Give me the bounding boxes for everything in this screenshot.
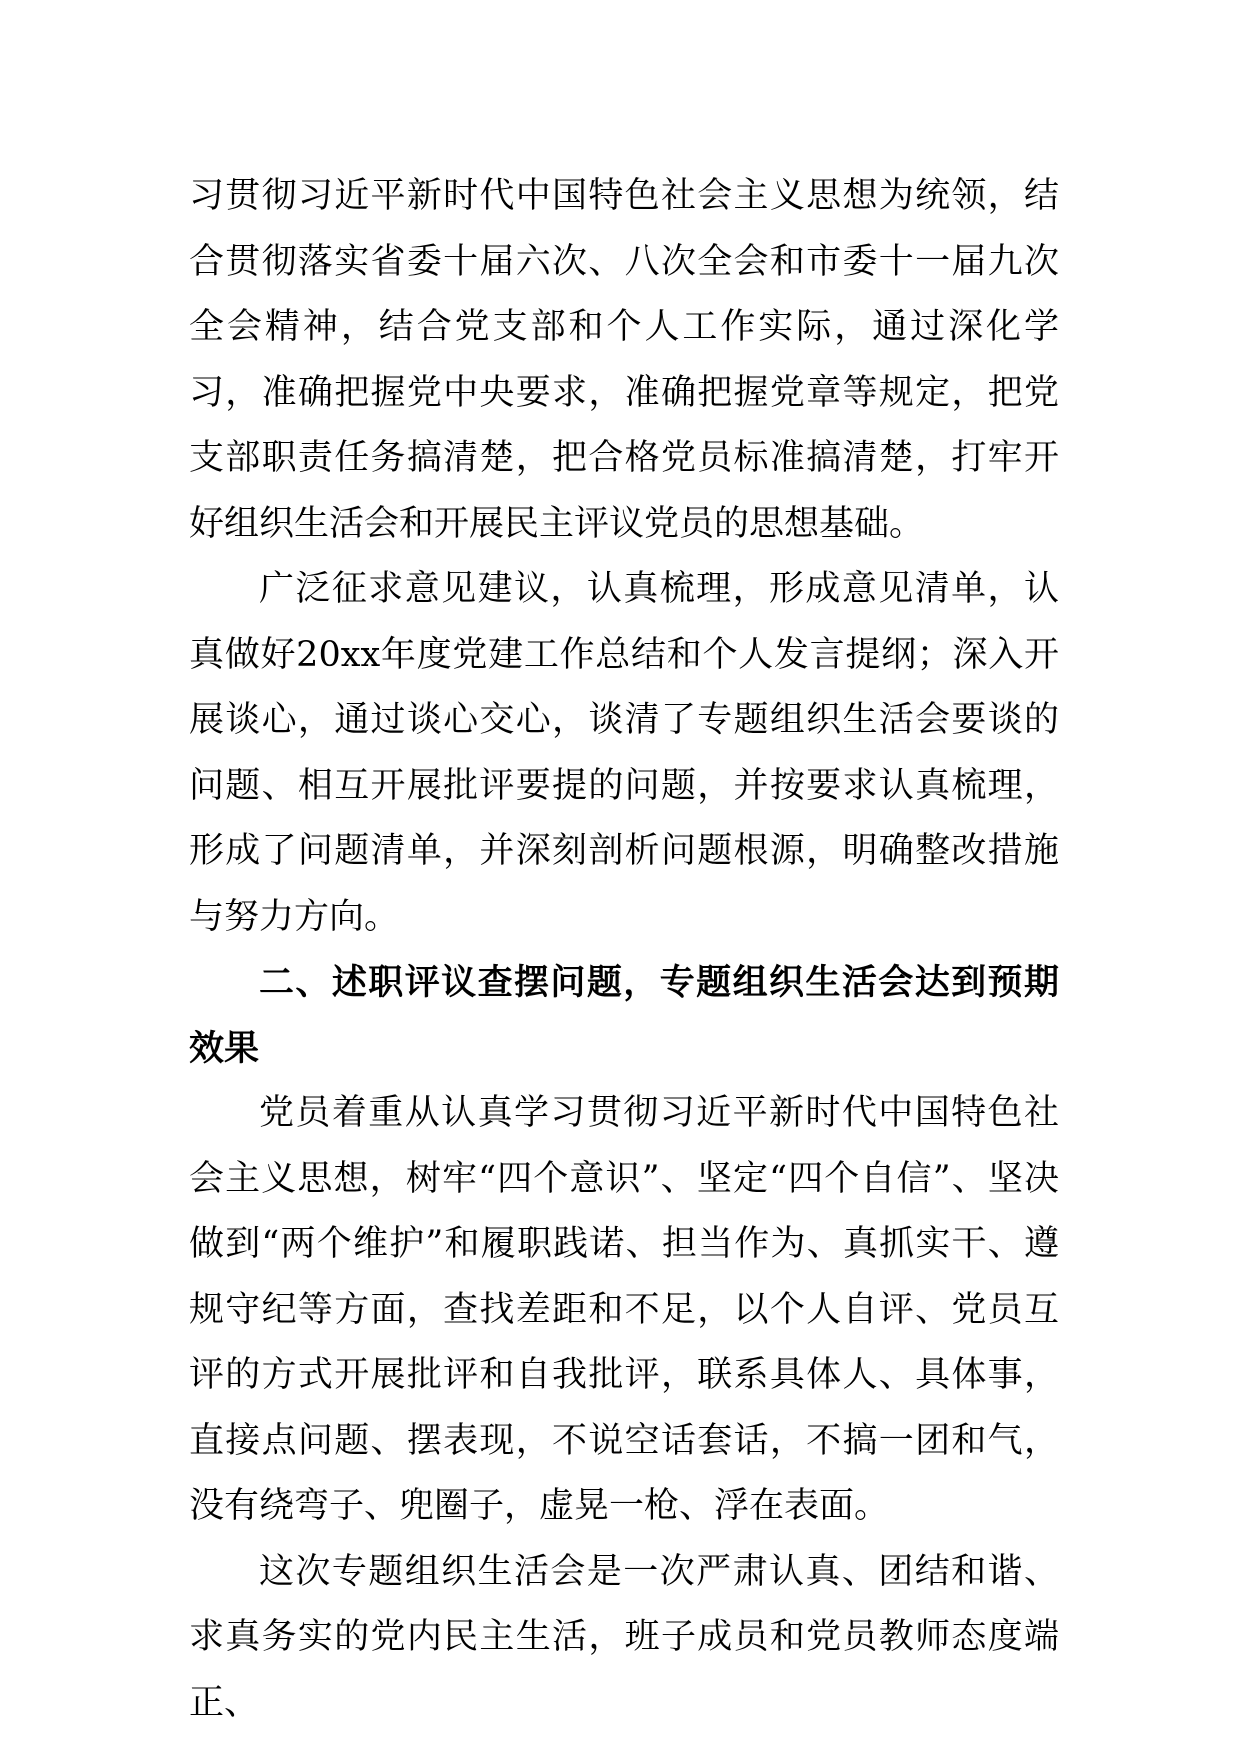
paragraph-meeting-summary: 这次专题组织生活会是一次严肃认真、团结和谐、求真务实的党内民主生活，班子成员和党员教师态度端正、 <box>189 1551 1059 1723</box>
paragraph-self-review: 党员着重从认真学习贯彻习近平新时代中国特色社会主义思想，树牢“四个意识”、坚定“四个自信”、坚决做到“两个维护”和履职践诺、担当作为、真抓实干、遵规守纪等方面，查找差距和不足，以个人自评、党员互评的方式开展批评和自我批评，联系具体人、具体事，直接点问题、摆表现，不说空话套话，不搞一团和气，没有绕弯子、兜圈子，虚晃一枪、浮在表面。 <box>189 1093 1059 1526</box>
paragraph-opinion-collection: 广泛征求意见建议，认真梳理，形成意见清单，认真做好20xx年度党建工作总结和个人发言提纲；深入开展谈心，通过谈心交心，谈清了专题组织生活会要谈的问题、相互开展批评要提的问题，并按要求认真梳理，形成了问题清单，并深刻剖析问题根源，明确整改措施与努力方向。 <box>189 569 1059 937</box>
section-heading-two: 二、述职评议查摆问题，专题组织生活会达到预期效果 <box>189 962 1059 1069</box>
document-body <box>189 164 1059 1736</box>
paragraph-intro-continuation: 习贯彻习近平新时代中国特色社会主义思想为统领，结合贯彻落实省委十届六次、八次全会和市委十一届九次全会精神，结合党支部和个人工作实际，通过深化学习，准确把握党中央要求，准确把握党章等规定，把党支部职责任务搞清楚，把合格党员标准搞清楚，打牢开好组织生活会和开展民主评议党员的思想基础。 <box>189 176 1059 544</box>
